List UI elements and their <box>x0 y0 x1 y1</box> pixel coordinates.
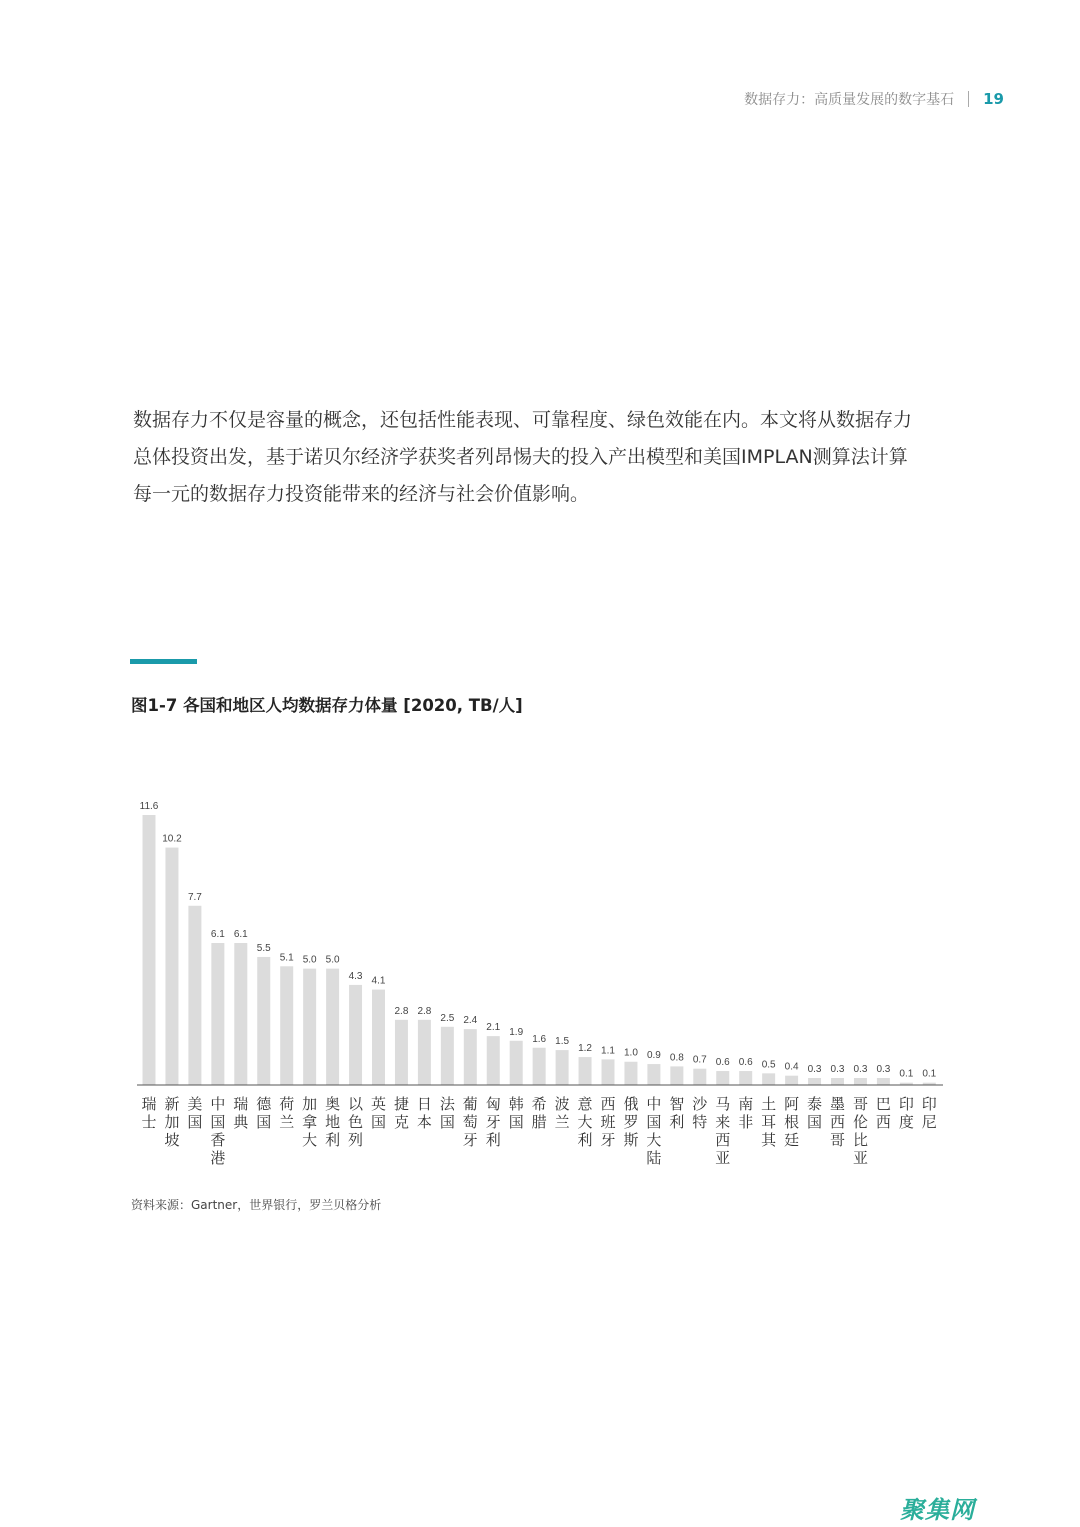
bar <box>647 1064 660 1085</box>
bar <box>739 1071 752 1085</box>
category-label: 波兰 <box>554 1095 570 1131</box>
data-label: 10.2 <box>162 833 182 845</box>
data-label: 0.6 <box>715 1057 730 1069</box>
category-label: 捷克 <box>393 1095 409 1131</box>
category-label: 中国大陆 <box>646 1095 662 1167</box>
category-label: 荷兰 <box>279 1095 295 1131</box>
data-label: 0.9 <box>646 1050 661 1062</box>
chart-title: 图1-7 各国和地区人均数据存力体量 [2020, TB/人] <box>131 696 523 715</box>
data-label: 4.3 <box>348 970 363 982</box>
data-label: 11.6 <box>139 801 159 812</box>
paragraph-line: 数据存力不仅是容量的概念，还包括性能表现、可靠程度、绿色效能在内。本文将从数据存力 <box>133 409 913 431</box>
bar <box>716 1071 729 1085</box>
category-label: 加拿大 <box>302 1095 318 1149</box>
data-label: 2.5 <box>440 1012 455 1024</box>
data-label: 1.2 <box>578 1043 593 1055</box>
category-label: 智利 <box>669 1095 685 1131</box>
category-label: 俄罗斯 <box>623 1095 639 1149</box>
category-label: 以色列 <box>348 1095 364 1149</box>
category-label: 英国 <box>370 1095 387 1131</box>
category-label: 西班牙 <box>600 1095 616 1149</box>
category-label: 葡萄牙 <box>462 1095 478 1149</box>
data-label: 1.5 <box>555 1036 570 1048</box>
category-label: 中国香港 <box>210 1095 226 1167</box>
data-label: 6.1 <box>233 929 248 941</box>
bar <box>303 969 316 1085</box>
data-label: 2.8 <box>417 1005 432 1017</box>
bar <box>579 1057 592 1085</box>
bar <box>510 1041 523 1085</box>
category-label: 匈牙利 <box>485 1095 501 1149</box>
data-label: 0.3 <box>876 1064 891 1076</box>
body-paragraph <box>133 402 963 513</box>
category-label: 印尼 <box>921 1095 937 1131</box>
data-label: 5.0 <box>325 954 340 966</box>
category-label: 瑞士 <box>141 1095 157 1131</box>
bar <box>670 1066 683 1085</box>
category-label: 新加坡 <box>164 1095 180 1149</box>
page-header <box>744 89 1004 109</box>
bar <box>165 848 178 1085</box>
header-title: 数据存力：高质量发展的数字基石 <box>744 92 955 108</box>
bar <box>487 1036 500 1085</box>
data-label: 0.5 <box>761 1059 776 1071</box>
bar <box>624 1062 637 1085</box>
data-label: 1.9 <box>509 1026 524 1038</box>
category-label: 印度 <box>898 1095 914 1131</box>
category-label: 意大利 <box>577 1095 593 1149</box>
category-label: 希腊 <box>531 1095 547 1131</box>
data-label: 0.3 <box>807 1064 822 1076</box>
data-label: 0.7 <box>692 1054 707 1066</box>
category-label: 泰国 <box>807 1095 823 1131</box>
data-label: 4.1 <box>371 975 386 987</box>
data-label: 0.1 <box>922 1068 937 1080</box>
data-label: 5.0 <box>302 954 317 966</box>
bar <box>533 1048 546 1085</box>
bar <box>257 957 270 1085</box>
bar <box>143 815 156 1085</box>
source-note: 资料来源：Gartner，世界银行，罗兰贝格分析 <box>131 1198 382 1212</box>
bar <box>808 1078 821 1085</box>
paragraph-line: 总体投资出发，基于诺贝尔经济学获奖者列昂惕夫的投入产出模型和美国IMPLAN测算法计算 <box>133 446 908 468</box>
bar <box>556 1050 569 1085</box>
data-label: 0.3 <box>830 1064 845 1076</box>
category-label: 阿根廷 <box>784 1095 800 1149</box>
data-label: 0.3 <box>853 1064 868 1076</box>
data-label: 2.1 <box>486 1022 501 1034</box>
bar <box>372 990 385 1085</box>
category-label: 土耳其 <box>761 1095 777 1149</box>
data-label: 6.1 <box>210 929 225 941</box>
page-number: 19 <box>983 90 1004 108</box>
category-label: 德国 <box>256 1095 272 1131</box>
category-label: 日本 <box>416 1095 432 1131</box>
bar <box>441 1027 454 1085</box>
bar <box>464 1029 477 1085</box>
category-label: 法国 <box>439 1095 455 1131</box>
watermark-logo: 聚集网 <box>900 1496 975 1524</box>
bar <box>762 1073 775 1085</box>
data-label: 0.1 <box>899 1068 914 1080</box>
data-label: 0.8 <box>669 1052 684 1064</box>
paragraph-line: 每一元的数据存力投资能带来的经济与社会价值影响。 <box>133 483 590 505</box>
bar <box>349 985 362 1085</box>
category-label: 瑞典 <box>233 1095 249 1131</box>
category-label: 美国 <box>187 1095 203 1131</box>
category-label: 韩国 <box>508 1095 524 1131</box>
data-label: 5.1 <box>279 952 294 964</box>
data-label: 1.0 <box>623 1047 638 1059</box>
bar <box>854 1078 867 1085</box>
bar <box>831 1078 844 1085</box>
accent-bar <box>130 659 197 664</box>
bar <box>188 906 201 1085</box>
data-label: 1.6 <box>532 1033 547 1045</box>
bar <box>602 1059 615 1085</box>
category-label: 马来西亚 <box>715 1095 731 1167</box>
header-divider <box>968 91 969 107</box>
category-label: 哥伦比亚 <box>852 1095 868 1167</box>
category-label: 南非 <box>738 1095 754 1131</box>
data-label: 2.4 <box>463 1015 478 1027</box>
bar <box>418 1020 431 1085</box>
category-label: 墨西哥 <box>829 1095 846 1149</box>
bar <box>211 943 224 1085</box>
data-label: 0.6 <box>738 1057 753 1069</box>
data-label: 0.4 <box>784 1061 799 1073</box>
bar <box>326 969 339 1085</box>
bar <box>785 1076 798 1085</box>
bar <box>234 943 247 1085</box>
bar <box>877 1078 890 1085</box>
data-label: 7.7 <box>187 891 202 903</box>
data-label: 5.5 <box>256 942 271 954</box>
bar-chart <box>0 780 1080 1180</box>
category-label: 巴西 <box>875 1095 891 1131</box>
data-label: 1.1 <box>601 1045 615 1057</box>
bar <box>395 1020 408 1085</box>
bar <box>693 1069 706 1085</box>
category-label: 沙特 <box>692 1095 708 1131</box>
data-label: 2.8 <box>394 1005 409 1017</box>
category-label: 奥地利 <box>325 1095 341 1149</box>
bar <box>280 966 293 1085</box>
